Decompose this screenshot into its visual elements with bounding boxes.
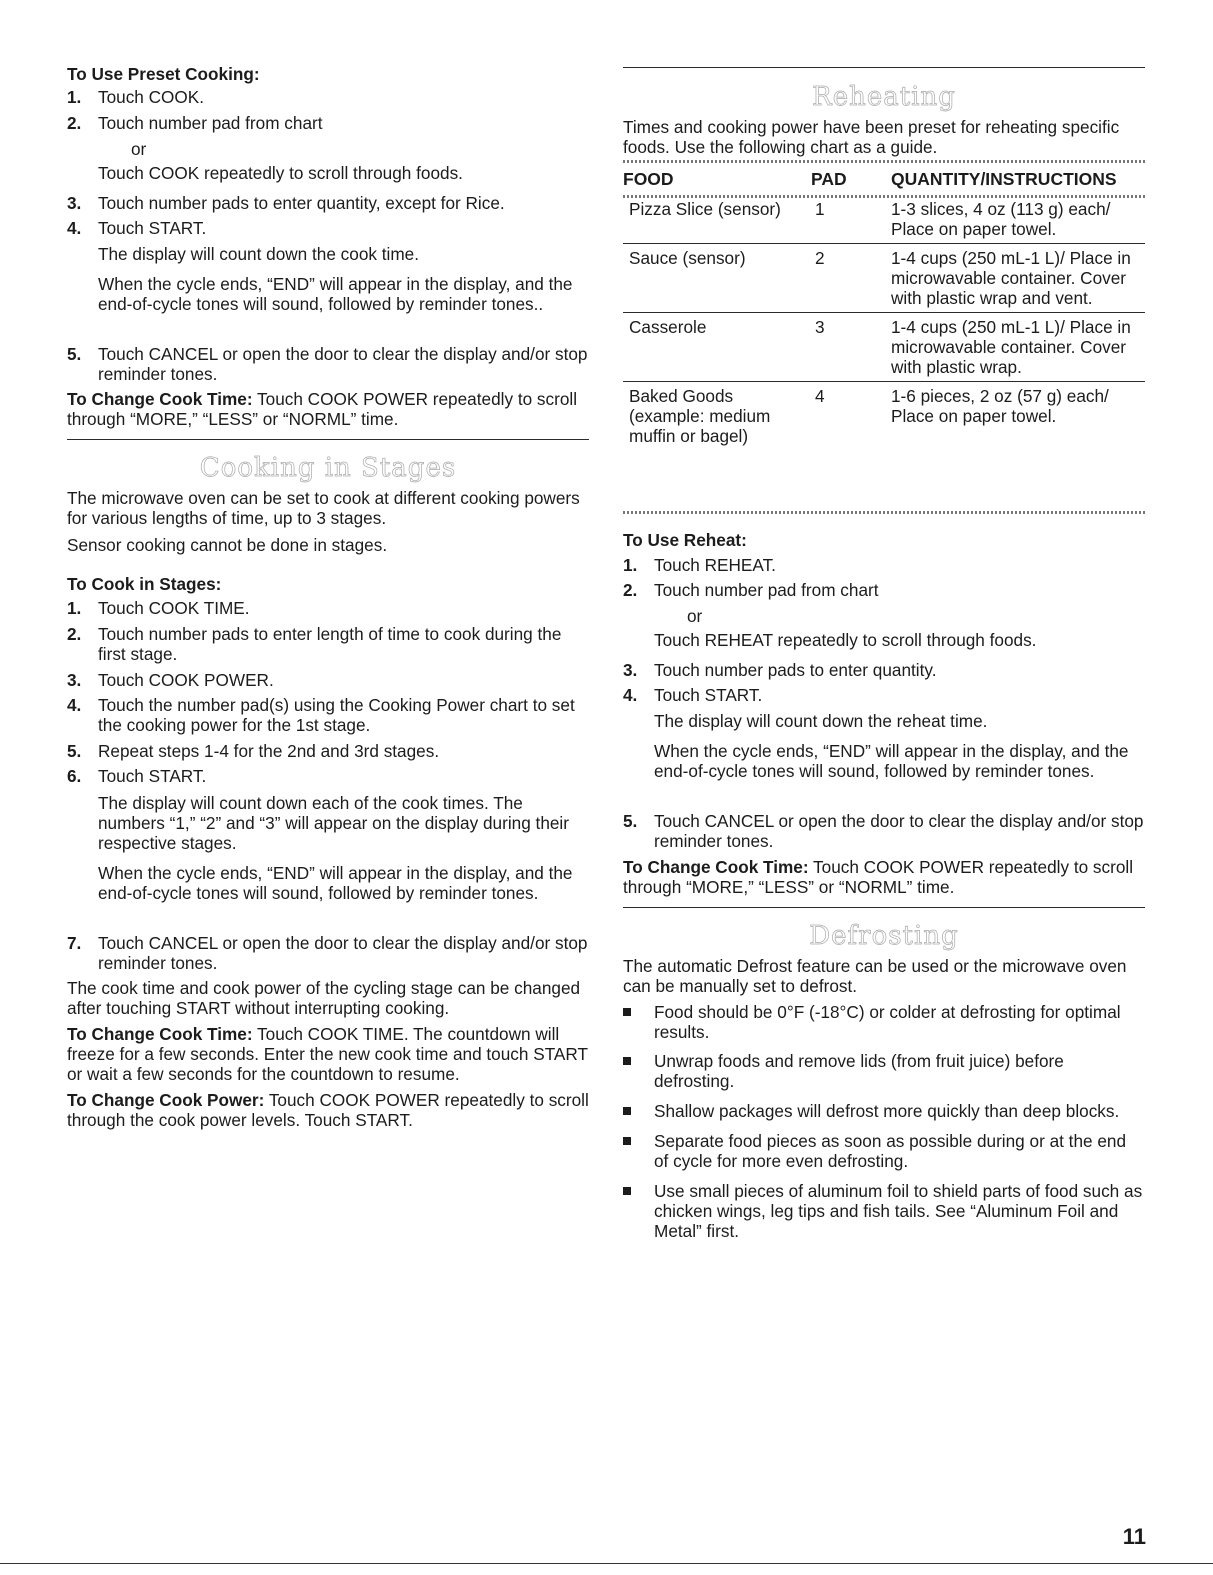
defrost-bullet: Food should be 0°F (-18°C) or colder at defrosting for optimal results. — [623, 1002, 1145, 1042]
stages-step-6-note-2: When the cycle ends, “END” will appear in the display, and the end-of-cycle tones will sound, followed by reminder tones. — [98, 863, 573, 903]
preset-step-4: 4. Touch START. — [67, 218, 207, 238]
stages-step-2: 2. Touch number pads to enter length of time to cook during the first stage. — [67, 624, 562, 664]
bullet-square-icon — [623, 1057, 631, 1065]
bullet-square-icon — [623, 1137, 631, 1145]
reheat-or: or — [687, 606, 703, 626]
chart-cell-pad: 1 — [811, 195, 891, 244]
chart-cell-pad: 4 — [815, 386, 825, 406]
chart-row — [623, 244, 1145, 313]
footer-rule — [0, 1563, 1213, 1564]
chart-cell-food: Baked Goods (example: medium muffin or bagel) — [629, 386, 771, 446]
section-divider — [623, 907, 1145, 908]
stages-change-cook-time: To Change Cook Time: Touch COOK TIME. The countdown will freeze for a few seconds. Enter the new cook time and touch START or wait a few seconds for the countdown to resume. — [67, 1024, 588, 1084]
defrosting-title: Defrosting — [809, 921, 959, 951]
reheat-intro: Times and cooking power have been preset for reheating specific foods. Use the following chart as a guide. — [623, 117, 1120, 157]
chart-header-row — [623, 169, 1145, 195]
defrost-bullet: Use small pieces of aluminum foil to shield parts of food such as chicken wings, leg tips and fish tails. See “Aluminum Foil and Metal” first. — [623, 1181, 1145, 1241]
page-number: 11 — [1122, 1524, 1146, 1549]
reheat-step-2: 2. Touch number pad from chart — [623, 580, 879, 600]
stages-change-cook-power: To Change Cook Power: Touch COOK POWER repeatedly to scroll through the cook power levels. Touch START. — [67, 1090, 589, 1130]
reheat-step-5: 5. Touch CANCEL or open the door to clear the display and/or stop reminder tones. — [623, 811, 1144, 851]
chart-top-rule — [623, 160, 1145, 163]
preset-step-1: 1. Touch COOK. — [67, 87, 205, 107]
stages-step-3: 3. Touch COOK POWER. — [67, 670, 274, 690]
reheat-change-cook-time: To Change Cook Time: Touch COOK POWER repeatedly to scroll through “MORE,” “LESS” or “NORML” time. — [623, 857, 1134, 897]
reheat-chart — [623, 169, 1145, 450]
stages-step-6: 6. Touch START. — [67, 766, 207, 786]
bullet-square-icon — [623, 1187, 631, 1195]
use-reheat-heading: To Use Reheat: — [623, 530, 747, 550]
chart-header-pad: PAD — [811, 169, 847, 189]
defrost-bullet: Unwrap foods and remove lids (from fruit juice) before defrosting. — [623, 1051, 1145, 1091]
bullet-square-icon — [623, 1008, 631, 1016]
stages-step-6-note-1: The display will count down each of the cook times. The numbers “1,” “2” and “3” will appear on the display during their respective stages. — [98, 793, 569, 853]
stages-step-7: 7. Touch CANCEL or open the door to clear the display and/or stop reminder tones. — [67, 933, 588, 973]
chart-row — [623, 382, 1145, 451]
stages-step-5: 5. Repeat steps 1-4 for the 2nd and 3rd stages. — [67, 741, 440, 761]
chart-header-food: FOOD — [623, 169, 674, 189]
preset-change-cook-time: To Change Cook Time: Touch COOK POWER repeatedly to scroll through “MORE,” “LESS” or “NORML” time. — [67, 389, 578, 429]
bullet-square-icon — [623, 1107, 631, 1115]
chart-cell-quantity: 1-3 slices, 4 oz (113 g) each/ Place on paper towel. — [891, 195, 1145, 244]
reheat-step-4: 4. Touch START. — [623, 685, 763, 705]
stages-intro-2: Sensor cooking cannot be done in stages. — [67, 535, 388, 555]
defrost-bullet: Separate food pieces as soon as possible during or at the end of cycle for more even defrosting. — [623, 1131, 1145, 1171]
defrost-intro: The automatic Defrost feature can be used or the microwave oven can be manually set to defrost. — [623, 956, 1127, 996]
chart-row — [623, 195, 1145, 244]
section-divider — [67, 439, 589, 440]
chart-cell-quantity: 1-4 cups (250 mL-1 L)/ Place in microwavable container. Cover with plastic wrap. — [891, 313, 1145, 382]
chart-header-quantity: QUANTITY/INSTRUCTIONS — [891, 169, 1117, 189]
stages-intro-1: The microwave oven can be set to cook at different cooking powers for various lengths of time, up to 3 stages. — [67, 488, 580, 528]
preset-or: or — [131, 139, 147, 159]
reheat-step-4-note-2: When the cycle ends, “END” will appear in the display, and the end-of-cycle tones will sound, followed by reminder tones. — [654, 741, 1129, 781]
preset-step-5: 5. Touch CANCEL or open the door to clear the display and/or stop reminder tones. — [67, 344, 588, 384]
chart-cell-pad: 3 — [811, 313, 891, 382]
chart-bottom-rule — [623, 511, 1145, 514]
reheating-title: Reheating — [812, 82, 956, 112]
preset-cooking-heading: To Use Preset Cooking: — [67, 64, 260, 84]
stages-step-4: 4. Touch the number pad(s) using the Cooking Power chart to set the cooking power for the 1st stage. — [67, 695, 575, 735]
reheat-step-3: 3. Touch number pads to enter quantity. — [623, 660, 937, 680]
chart-cell-food: Casserole — [623, 313, 811, 382]
preset-step-4-note-2: When the cycle ends, “END” will appear in the display, and the end-of-cycle tones will sound, followed by reminder tones.. — [98, 274, 573, 314]
chart-cell-quantity: 1-6 pieces, 2 oz (57 g) each/ Place on paper towel. — [891, 386, 1109, 426]
section-divider — [623, 67, 1145, 68]
reheat-step-4-note-1: The display will count down the reheat time. — [654, 711, 988, 731]
chart-row — [623, 313, 1145, 382]
preset-step-2-alt: Touch COOK repeatedly to scroll through foods. — [98, 163, 463, 183]
stages-cycling-note: The cook time and cook power of the cycling stage can be changed after touching START without interrupting cooking. — [67, 978, 581, 1018]
cook-in-stages-heading: To Cook in Stages: — [67, 574, 222, 594]
preset-step-2: 2. Touch number pad from chart — [67, 113, 323, 133]
reheat-step-2-alt: Touch REHEAT repeatedly to scroll through foods. — [654, 630, 1037, 650]
chart-header-rule — [623, 195, 1145, 198]
chart-cell-food: Sauce (sensor) — [623, 244, 811, 313]
cooking-in-stages-title: Cooking in Stages — [199, 453, 457, 483]
reheat-step-1: 1. Touch REHEAT. — [623, 555, 776, 575]
preset-step-4-note-1: The display will count down the cook time. — [98, 244, 419, 264]
defrost-bullet: Shallow packages will defrost more quickly than deep blocks. — [623, 1101, 1145, 1121]
stages-step-1: 1. Touch COOK TIME. — [67, 598, 250, 618]
chart-cell-pad: 2 — [811, 244, 891, 313]
chart-cell-food: Pizza Slice (sensor) — [623, 195, 811, 244]
chart-cell-quantity: 1-4 cups (250 mL-1 L)/ Place in microwavable container. Cover with plastic wrap and vent. — [891, 244, 1145, 313]
preset-step-3: 3. Touch number pads to enter quantity, except for Rice. — [67, 193, 505, 213]
